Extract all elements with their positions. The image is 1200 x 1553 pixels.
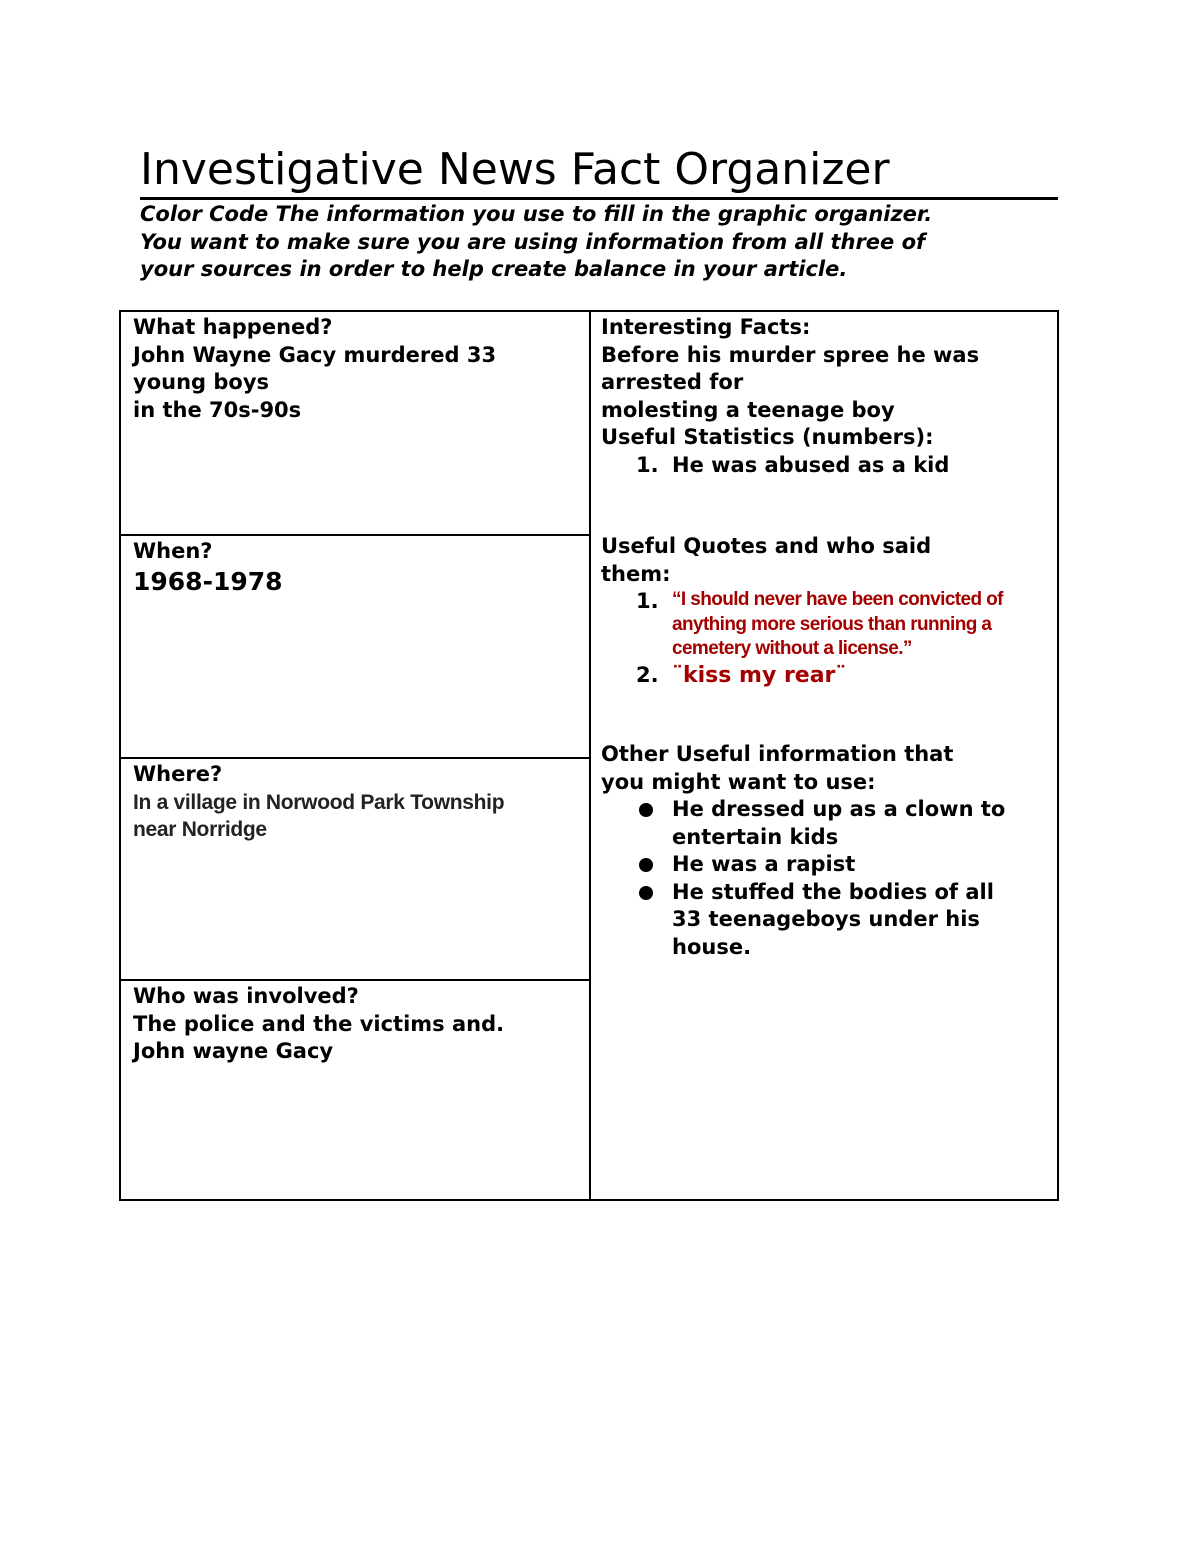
who-line: The police and the victims and. [133, 1011, 505, 1036]
who-heading: Who was involved? [133, 984, 359, 1008]
other-info-heading: Other Useful information that [601, 742, 954, 766]
interesting-facts-line: arrested for [601, 370, 744, 394]
where-line: In a village in Norwood Park Township [133, 790, 505, 814]
other-info-line: He dressed up as a clown to [672, 797, 1006, 821]
when-cell [121, 534, 589, 757]
what-happened-line: in the 70s-90s [133, 397, 302, 422]
list-item [601, 879, 1047, 962]
bullet-icon [639, 858, 653, 872]
other-info-line: house. [672, 934, 752, 959]
when-value: 1968-1978 [133, 566, 283, 596]
where-cell [121, 757, 589, 979]
left-column [121, 312, 591, 1199]
what-happened-heading: What happened? [133, 315, 333, 339]
interesting-facts-line: Before his murder spree he was [601, 342, 980, 367]
statistics-list [601, 452, 1047, 480]
instructions-line: You want to make sure you are using information from all three of [140, 229, 926, 254]
who-line: John wayne Gacy [133, 1039, 334, 1063]
what-happened-line: young boys [133, 370, 270, 394]
other-info-line: He was a rapist [672, 852, 856, 876]
other-info-line: He stuffed the bodies of all [672, 879, 994, 904]
list-item [601, 796, 1047, 851]
list-item [601, 662, 1047, 690]
instructions [140, 201, 1070, 284]
list-number: 1. [636, 452, 659, 477]
quote-text: ¨kiss my rear¨ [672, 662, 847, 688]
other-info-line: 33 teenageboys under his [672, 907, 980, 931]
list-item [601, 452, 1047, 480]
what-happened-line: John Wayne Gacy murdered 33 [133, 342, 497, 367]
list-number: 1. [636, 589, 659, 613]
bullet-icon [639, 886, 653, 900]
statistics-heading: Useful Statistics (numbers): [601, 425, 934, 449]
interesting-facts-line: molesting a teenage boy [601, 397, 895, 422]
interesting-facts-heading: Interesting Facts: [601, 315, 811, 339]
quotes-heading: Useful Quotes and who said [601, 534, 932, 558]
right-column [591, 312, 1057, 1199]
bullet-icon [639, 803, 653, 817]
other-info-line: entertain kids [672, 824, 839, 849]
where-heading: Where? [133, 762, 223, 786]
quote-line: cemetery without a license.” [672, 638, 912, 659]
statistic-text: He was abused as a kid [672, 452, 950, 477]
quote-line: “I should never have been convicted of [672, 589, 1003, 610]
page-title: Investigative News Fact Organizer [140, 144, 890, 195]
instructions-line: your sources in order to help create balance in your article. [140, 257, 848, 281]
list-item [601, 851, 1047, 879]
quotes-list [601, 588, 1047, 689]
quotes-heading: them: [601, 561, 671, 586]
instructions-line: Color Code The information you use to fill in the graphic organizer. [140, 202, 933, 226]
fact-organizer-table [119, 310, 1059, 1201]
other-info-heading: you might want to use: [601, 769, 876, 794]
list-item [601, 588, 1047, 662]
where-line: near Norridge [133, 818, 267, 841]
when-heading: When? [133, 539, 213, 563]
title-underline [140, 197, 1058, 200]
list-number: 2. [636, 662, 659, 687]
what-happened-cell [121, 312, 589, 534]
other-info-list [601, 796, 1047, 961]
who-cell [121, 979, 589, 1199]
quote-line: anything more serious than running a [672, 613, 992, 635]
